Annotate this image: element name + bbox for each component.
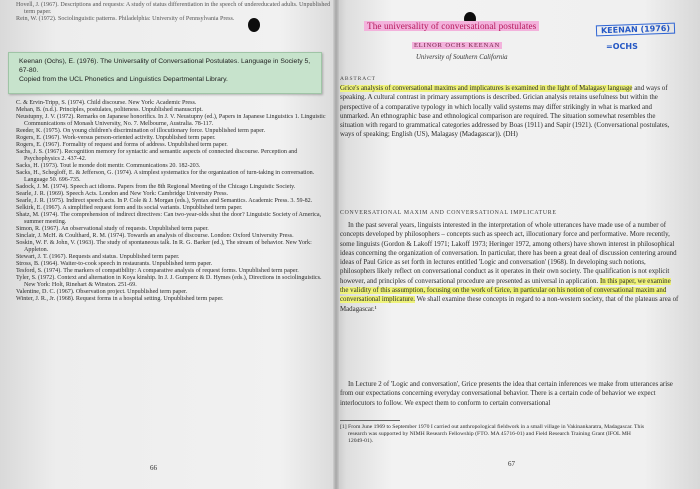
punch-hole [248, 18, 260, 32]
handwritten-ochs: =OCHS [606, 42, 638, 51]
article-header [364, 16, 604, 61]
top-references [16, 2, 334, 23]
reference-entry: Rogers, E. (1967). Formality of request and forms of address. Unpublished term paper. [16, 142, 228, 148]
reference-entry: Tyler, S. (1972). Context and alternation in Koya kinship. In J. J. Gumperz & D. Hymes (eds.), Directions in sociolinguistics. New York: Holt, Rinehart & Winston. 251-69. [16, 275, 322, 288]
reference-entry: Sachs, J. S. (1967). Recognition memory for syntactic and semantic aspects of connected discourse. Perception and Psychophysics 2. 437-42. [16, 149, 298, 162]
section-heading: CONVERSATIONAL MAXIM AND CONVERSATIONAL IMPLICATURE [340, 210, 557, 216]
reference-entry: Hovell, J. (1967). Descriptions and requests: A study of status differentiation in the speech of undereducated adults. Unpublished term paper. [16, 2, 331, 15]
reference-entry: Shatz, M. (1974). The comprehension of indirect directives: Can two-year-olds shut the door? Linguistic Society of America, summer meeting. [16, 212, 322, 225]
reference-entry: Stross, B. (1964). Waiter-to-cook speech in restaurants. Unpublished term paper. [16, 261, 213, 267]
handwritten-citation: KEENAN (1976) [596, 23, 675, 37]
sticky-citation: Keenan (Ochs), E. (1976). The Universality of Conversational Postulates. Language in Society 5, 67-80. [19, 58, 311, 74]
right-page [336, 0, 700, 489]
page-number-left: 66 [150, 464, 157, 472]
abstract-highlight: Grice's analysis of conversational maxims and implicatures is examined in the light of Malagasy language [340, 85, 633, 92]
reference-entry: Mehan, B. (n.d.). Principles, postulates, politeness. Unpublished manuscript. [16, 107, 203, 113]
body-text: We shall examine these concepts in regard to a non-western society, that of the plateaus area of Madagascar.¹ [340, 296, 679, 313]
reference-entry: Sinclair, J. McH. & Coulthard, R. M. (1974). Towards an analysis of discourse. London: Oxford University Press. [16, 233, 294, 239]
reference-entry: Soskin, W. F. & John, V. (1963). The study of spontaneous talk. In R. G. Barker (ed.), The stream of behavior. New York: Appleton. [16, 240, 312, 253]
body-text: In the past several years, linguists interested in the interpretation of whole utterances have made use of a number of concepts developed by philosophers – concepts such as speech act, illocutionary force and performative. More recently, some linguists (Gordon & Lakoff 1971; Lakoff 1973; Heringer 1972, among others) have shown interest in philosophical ideas concerning the organization of conversation. In particular, there has been a great deal of discussion centering around ideas of Paul Grice as set forth in lectures entitled 'Logic and conversation' (1968). In developing such notions, philosophers likely reflect on conversational conduct as it operates in their own society. The qualification is not explicit however, and principles of conversational procedure are presented as universal in application. [340, 222, 677, 285]
author-affiliation: University of Southern California [416, 54, 508, 61]
reference-list [16, 100, 334, 303]
footnote-rule [340, 420, 400, 421]
reference-entry: Reeder, K. (1975). On young children's discrimination of illocutionary force. Unpublished term paper. [16, 128, 266, 134]
reference-entry: Valentine, D. C. (1967). Observation project. Unpublished term paper. [16, 289, 188, 295]
reference-entry: Winter, J. R., Jr. (1968). Request forms in a hospital setting. Unpublished term paper. [16, 296, 224, 302]
footnote: [1] From June 1969 to September 1970 I carried out anthropological fieldwork in a small village in Vakinankaratra, Madagascar. This research was supported by NIMH Research Fellowship (FTO. MA 45716-01) and Field Research Training Grant (IFOL MH 12049-01). [340, 424, 645, 444]
reference-entry: Simon, R. (1967). An observational study of requests. Unpublished term paper. [16, 226, 209, 232]
reference-entry: Neustupny, J. V. (1972). Remarks on Japanese honorifics. In J. V. Neustupny (ed.), Papers in Japanese Linguistics 1. Linguistic Communications of Monash University, No. 7. Melbourne, Australia. 78-117. [16, 114, 326, 127]
article-author: ELINOR OCHS KEENAN [414, 42, 501, 49]
abstract-heading: ABSTRACT [340, 76, 376, 82]
handwritten-note [596, 24, 696, 64]
abstract-text [340, 84, 680, 140]
body-highlight: In this paper, we examine the validity of this assumption, focusing on the work of Grice, in particular on his notion of conversational maxim and conversational implicature. [340, 277, 671, 304]
reference-entry: Searle, J. R. (1975). Indirect speech acts. In P. Cole & J. Morgan (eds.), Syntax and Semantics. Academic Press. 3. 59-82. [16, 198, 313, 204]
reference-entry: Stewart, J. T. (1967). Requests and status. Unpublished term paper. [16, 254, 180, 260]
sticky-copied-from: Copied from the UCL Phonetics and Linguistics Departmental Library. [19, 76, 228, 83]
reference-entry: C. & Ervin-Tripp, S. (1974). Child discourse. New York: Academic Press. [16, 100, 197, 106]
reference-entry: Rogers, E. (1967). Work-versus person-oriented activity. Unpublished term paper. [16, 135, 216, 141]
reference-entry: Selkirk, E. (1967). A simplified request form and its social variants. Unpublished term paper. [16, 205, 243, 211]
reference-entry: Sacks, H. (1973). Tout le monde doit mentir. Communications 20. 182-203. [16, 163, 201, 169]
sticky-note [8, 52, 322, 94]
page-number-right: 67 [508, 460, 515, 468]
reference-entry: Sacks, H., Schegloff, E. & Jefferson, G. (1974). A simplest systematics for the organization of turn-taking in conversation. Language 50. 696-735. [16, 170, 315, 183]
body-paragraph [340, 221, 680, 314]
reference-entry: Tesford, S. (1974). The markers of compatibility: A comparative analysis of request forms. Unpublished term paper. [16, 268, 299, 274]
body-paragraph: In Lecture 2 of 'Logic and conversation', Grice presents the idea that certain inferences we make from utterances arise from our expectations concerning everyday conversational behavior. There is a certain code of behavior we expect interlocutors to follow. We expect them to conform to certain conversational [340, 381, 673, 407]
article-title: The universality of conversational postulates [364, 21, 539, 31]
abstract-rest: and ways of speaking. A cultural contrast in primary assumptions is described. Grician analysis retains usefulness but within the perspective of a comparative typology in which locally valid systems may differ strikingly in what is marked and unmarked. An ethnographic base and ethnological comparison are required. The situation somewhat resembles the situation with regard to grammatical categories addressed by Boas (1911) and Sapir (1921). (Conversational postulates, ways of speaking; English (US), Malagasy (Madagascar)). (DH) [340, 85, 670, 139]
reference-entry: Rein, W. (1972). Sociolinguistic patterns. Philadelphia: University of Pennsylvania Press. [16, 16, 235, 22]
left-page [0, 0, 340, 489]
reference-entry: Searle, J. R. (1969). Speech Acts. London and New York: Cambridge University Press. [16, 191, 229, 197]
reference-entry: Sadock, J. M. (1974). Speech act idioms. Papers from the 8th Regional Meeting of the Chicago Linguistic Society. [16, 184, 296, 190]
